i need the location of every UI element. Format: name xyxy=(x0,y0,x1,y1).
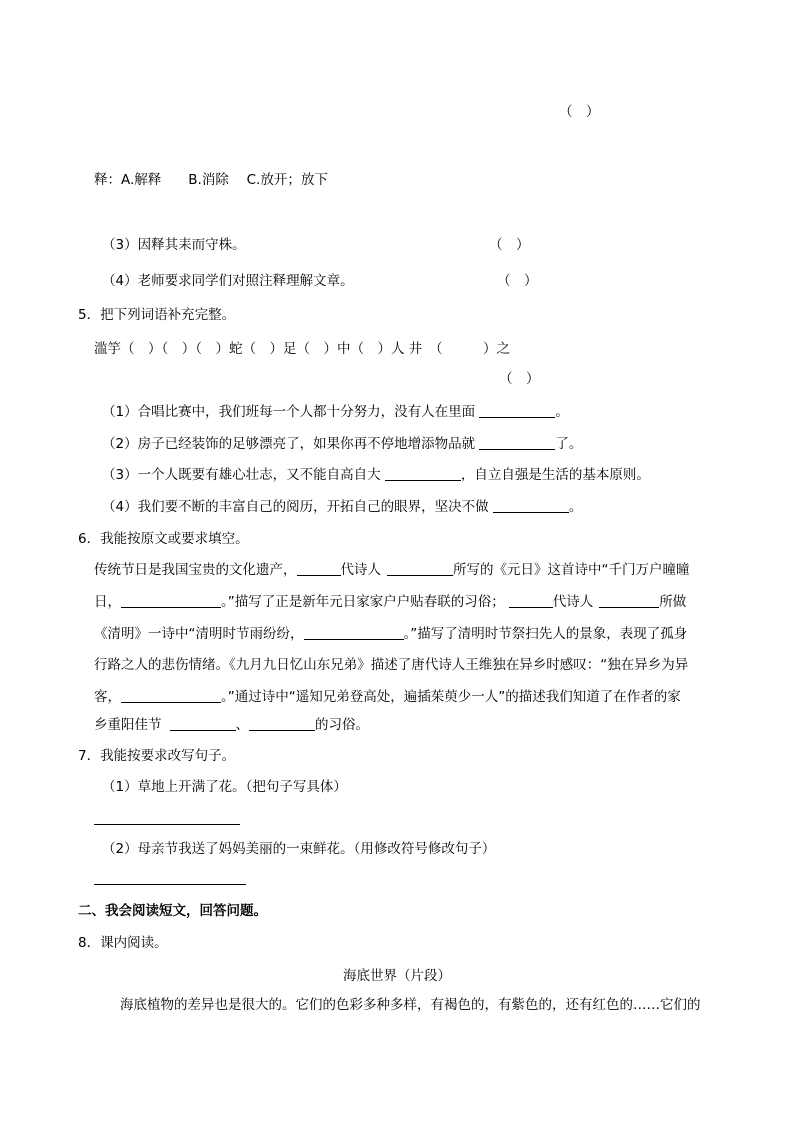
q5-item-2-end: 了。 xyxy=(555,436,583,452)
q5-item-4 xyxy=(102,498,582,516)
fill-blank[interactable] xyxy=(304,625,404,640)
q6-line-3 xyxy=(94,625,687,643)
fill-blank[interactable] xyxy=(479,435,555,450)
answer-line[interactable] xyxy=(94,823,240,825)
fill-blank[interactable] xyxy=(297,561,341,576)
q6-text: 、 xyxy=(235,717,249,733)
q6-text: 客， xyxy=(94,689,121,705)
q5-item-4-text: （4）我们要不断的丰富自己的阅历，开拓自己的眼界，坚决不做 xyxy=(102,499,489,515)
q6-text: 所做 xyxy=(659,594,687,610)
q5-paren: （ ） xyxy=(499,371,540,387)
q5-item-2-text: （2）房子已经装饰的足够漂亮了，如果你再不停地增添物品就 xyxy=(102,436,476,452)
q7-item-2: （2）母亲节我送了妈妈美丽的一束鲜花。（用修改符号修改句子） xyxy=(102,841,496,857)
q6-text: 代诗人 xyxy=(552,594,594,610)
q6-text: 的习俗。 xyxy=(315,717,369,733)
q5-heading: 5．把下列词语补充完整。 xyxy=(78,307,236,323)
q4-item-3: （3）因释其耒而守株。 xyxy=(102,237,246,253)
q5-item-4-end: 。 xyxy=(568,499,583,515)
q7-item-1: （1）草地上开满了花。（把句子写具体） xyxy=(102,779,347,795)
q6-text: 代诗人 xyxy=(340,562,381,578)
q5-item-3-text: （3）一个人既要有雄心壮志，又不能自高自大 xyxy=(102,467,381,483)
q6-text: 所写的《元日》这首诗中“千门万户曈曈 xyxy=(453,562,690,578)
q5-item-2 xyxy=(102,435,582,453)
fill-blank[interactable] xyxy=(249,716,315,731)
q6-text: 。”通过诗中“遥知兄弟登高处，遍插茱萸少一人”的描述我们知道了在作者的家 xyxy=(221,689,681,705)
q6-text: 《清明》一诗中“清明时节雨纷纷， xyxy=(94,626,304,642)
answer-paren: （ ） xyxy=(559,104,600,120)
fill-blank[interactable] xyxy=(385,466,461,481)
q4-item-4: （4）老师要求同学们对照注释理解文章。 xyxy=(102,273,354,289)
answer-line[interactable] xyxy=(94,883,246,885)
q6-heading: 6．我能按原文或要求填空。 xyxy=(78,531,249,547)
fill-blank[interactable] xyxy=(387,561,453,576)
q4-item-3-paren: （ ） xyxy=(489,237,530,253)
fill-blank[interactable] xyxy=(509,593,553,608)
fill-blank[interactable] xyxy=(479,403,555,418)
passage-title: 海底世界（片段） xyxy=(343,968,451,984)
q6-text: 。”描写了清明时节祭扫先人的景象，表现了孤身 xyxy=(403,626,688,642)
q6-text: 。”描写了正是新年元日家家户户贴春联的习俗； xyxy=(221,594,505,610)
q6-text: 日， xyxy=(94,594,121,610)
q5-item-3 xyxy=(102,466,650,484)
q6-line-2 xyxy=(94,593,686,611)
q6-line-1 xyxy=(94,561,690,579)
q6-text: 乡重阳佳节 xyxy=(94,717,162,733)
section-heading: 二、我会阅读短文，回答问题。 xyxy=(78,903,267,919)
fill-blank[interactable] xyxy=(121,593,221,608)
q5-item-1 xyxy=(102,403,569,421)
q7-heading: 7．我能按要求改写句子。 xyxy=(78,748,236,764)
q6-text: 传统节日是我国宝贵的文化遗产， xyxy=(94,562,297,578)
q5-word-blanks: 滥竽（ ）（ ）（ ）蛇（ ）足（ ）中（ ）人 井 （ ）之 xyxy=(94,341,511,357)
q6-line-4: 行路之人的悲伤情绪。《九月九日忆山东兄弟》描述了唐代诗人王维独在异乡时感叹：“独在异乡为异 xyxy=(94,657,689,673)
fill-blank[interactable] xyxy=(170,716,236,731)
fill-blank[interactable] xyxy=(599,593,659,608)
q5-item-3-end: ，自立自强是生活的基本原则。 xyxy=(460,467,650,483)
definition-line: 释：A.解释 B.消除 C.放开；放下 xyxy=(94,172,328,188)
q5-item-1-text: （1）合唱比赛中，我们班每一个人都十分努力，没有人在里面 xyxy=(102,404,476,420)
fill-blank[interactable] xyxy=(121,688,221,703)
q8-heading: 8．课内阅读。 xyxy=(78,935,168,951)
q4-item-4-paren: （ ） xyxy=(497,273,538,289)
q6-line-6 xyxy=(94,716,369,734)
q5-item-1-end: 。 xyxy=(555,404,569,420)
passage-text: 海底植物的差异也是很大的。它们的色彩多种多样，有褐色的，有紫色的，还有红色的……它们的 xyxy=(120,997,701,1013)
q6-line-5 xyxy=(94,688,681,706)
fill-blank[interactable] xyxy=(493,498,569,513)
